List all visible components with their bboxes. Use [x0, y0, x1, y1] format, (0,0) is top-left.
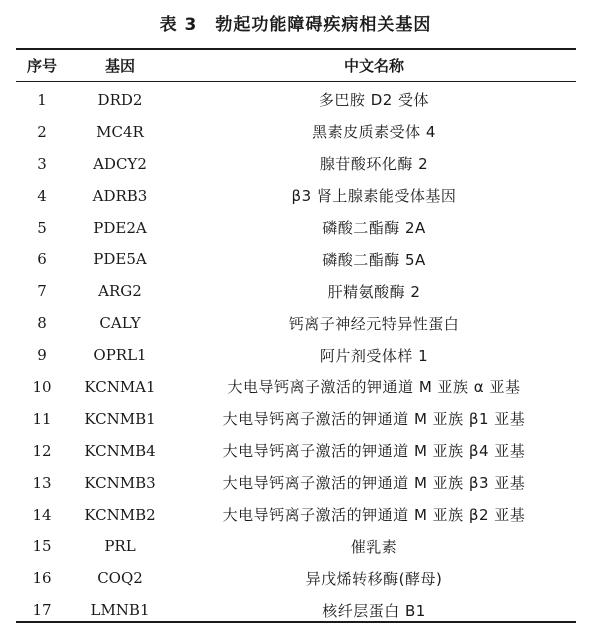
cell-index: 14: [32, 505, 52, 524]
table-row: [16, 243, 576, 275]
table-header: [16, 50, 576, 81]
cell-name: 大电导钙离子激活的钾通道 M 亚族 β4 亚基: [222, 442, 526, 461]
cell-gene: ARG2: [98, 282, 142, 301]
cell-name: 阿片剂受体样 1: [319, 346, 429, 365]
cell-gene: KCNMB2: [84, 505, 156, 524]
cell-index: 13: [32, 473, 52, 492]
cell-name: β3 肾上腺素能受体基因: [291, 187, 457, 206]
cell-gene: ADRB3: [92, 186, 148, 205]
cell-name: 黑素皮质素受体 4: [312, 123, 436, 142]
cell-name: 催乳素: [350, 537, 398, 556]
header-row: [16, 50, 576, 81]
table-body: [16, 81, 576, 626]
cell-name: 多巴胺 D2 受体: [318, 91, 430, 110]
cell-name: 腺苷酸环化酶 2: [319, 155, 429, 174]
cell-index: 16: [32, 569, 52, 588]
cell-name: 钙离子神经元特异性蛋白: [288, 314, 460, 333]
cell-gene: LMNB1: [90, 601, 150, 620]
header-index: 序号: [26, 57, 57, 75]
table-row: [16, 148, 576, 180]
table-row: [16, 307, 576, 339]
gene-table: [16, 50, 576, 626]
table-row: [16, 530, 576, 562]
table-row: [16, 339, 576, 371]
table-row: [16, 403, 576, 435]
cell-index: 2: [37, 122, 47, 141]
cell-name: 大电导钙离子激活的钾通道 M 亚族 β3 亚基: [222, 474, 526, 493]
cell-name: 核纤层蛋白 B1: [322, 601, 426, 620]
cell-gene: ADCY2: [93, 154, 147, 173]
cell-gene: PDE5A: [93, 250, 147, 269]
table-row: [16, 435, 576, 467]
cell-gene: PRL: [104, 537, 136, 556]
cell-gene: KCNMA1: [84, 377, 156, 396]
cell-name: 大电导钙离子激活的钾通道 M 亚族 β1 亚基: [222, 410, 526, 429]
cell-index: 4: [37, 186, 47, 205]
cell-index: 9: [37, 346, 47, 365]
cell-gene: OPRL1: [93, 346, 147, 365]
table-row: [16, 499, 576, 531]
cell-gene: KCNMB1: [84, 409, 156, 428]
header-gene: 基因: [104, 57, 135, 75]
table-row: [16, 180, 576, 212]
cell-gene: KCNMB3: [84, 473, 156, 492]
cell-index: 8: [37, 314, 47, 333]
header-name: 中文名称: [343, 57, 404, 75]
table-row: [16, 116, 576, 148]
table-row: [16, 275, 576, 307]
table-row: [16, 81, 576, 116]
cell-gene: MC4R: [96, 122, 144, 141]
cell-name: 磷酸二酯酶 2A: [322, 219, 426, 237]
cell-name: 异戊烯转移酶(酵母): [305, 569, 443, 588]
cell-index: 3: [37, 154, 47, 173]
table-caption: 表 3 勃起功能障碍疾病相关基因: [159, 15, 432, 35]
cell-gene: KCNMB4: [84, 441, 156, 460]
cell-index: 1: [37, 90, 47, 109]
cell-gene: COQ2: [97, 569, 143, 588]
table-row: [16, 594, 576, 626]
cell-name: 磷酸二酯酶 5A: [322, 250, 426, 269]
cell-index: 10: [32, 377, 52, 396]
cell-gene: PDE2A: [93, 218, 147, 237]
table-row: [16, 212, 576, 244]
cell-gene: DRD2: [97, 90, 143, 109]
cell-index: 5: [37, 218, 47, 237]
cell-name: 肝精氨酸酶 2: [327, 282, 421, 301]
cell-index: 7: [37, 282, 47, 301]
cell-index: 6: [37, 250, 47, 269]
table-row: [16, 371, 576, 403]
cell-index: 11: [32, 409, 52, 428]
cell-index: 15: [32, 537, 52, 556]
cell-index: 12: [32, 441, 52, 460]
table-row: [16, 562, 576, 594]
cell-gene: CALY: [99, 314, 141, 333]
cell-name: 大电导钙离子激活的钾通道 M 亚族 β2 亚基: [222, 506, 526, 525]
table-row: [16, 467, 576, 499]
cell-index: 17: [32, 601, 52, 620]
cell-name: 大电导钙离子激活的钾通道 M 亚族 α 亚基: [227, 378, 521, 397]
